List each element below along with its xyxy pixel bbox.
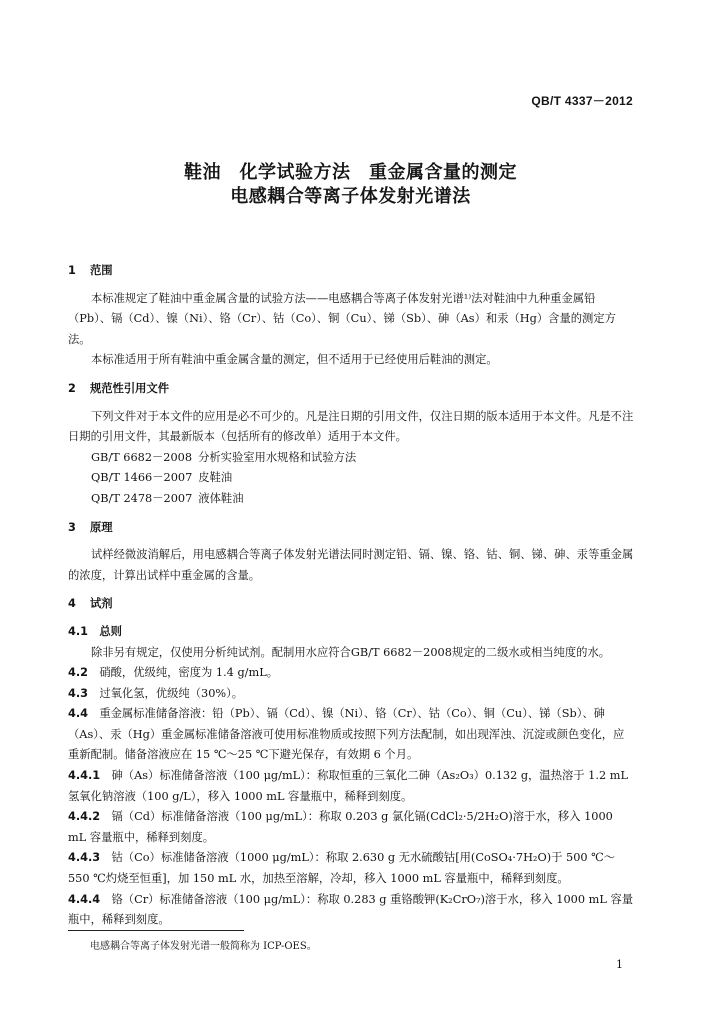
section-number: 4	[68, 597, 76, 611]
paragraph: 下列文件对于本文件的应用是必不可少的。凡是注日期的引用文件，仅注日期的版本适用于本文件。凡是不注日期的引用文件，其最新版本（包括所有的修改单）适用于本文件。	[68, 409, 634, 444]
clause-number: 4.4.3	[68, 851, 101, 865]
document-title-line2: 电感耦合等离子体发射光谱法	[230, 186, 471, 207]
section-title: 原理	[89, 520, 113, 534]
section-title: 试剂	[89, 597, 113, 611]
clause-text: 过氧化氢，优级纯（30%）。	[99, 686, 244, 700]
clause-title: 总则	[99, 624, 122, 638]
clause	[68, 766, 634, 807]
clause-number: 4.3	[68, 686, 89, 700]
section-heading-principle	[68, 518, 634, 539]
clause-heading	[68, 622, 634, 643]
section-heading-scope	[68, 261, 634, 282]
clause	[68, 704, 634, 766]
clause	[68, 663, 634, 684]
reference-code: QB/T 2478－2007	[91, 491, 193, 505]
reference-name: 皮鞋油	[198, 471, 233, 485]
clause-text: 镉（Cd）标准储备溶液（100 μg/mL）：称取 0.203 g 氯化镉(CdCl₂·5/2H₂O)溶于水，移入 1000 mL 容量瓶中，稀释到刻度。	[68, 810, 613, 844]
section-heading-reagents	[68, 594, 634, 615]
reference-name: 液体鞋油	[198, 491, 244, 505]
reference-item	[68, 448, 634, 469]
clause	[68, 807, 634, 848]
paragraph: 试样经微波消解后，用电感耦合等离子体发射光谱法同时测定铅、镉、镍、铬、钴、铜、锑、砷、汞等重金属的浓度，计算出试样中重金属的含量。	[68, 548, 634, 582]
clause-text: 硝酸，优级纯，密度为 1.4 g/mL。	[99, 666, 278, 680]
document-body	[68, 253, 634, 931]
section-title: 规范性引用文件	[89, 381, 170, 395]
paragraph: 本标准适用于所有鞋油中重金属含量的测定，但不适用于已经使用后鞋油的测定。	[91, 353, 498, 367]
clause-number: 4.2	[68, 666, 89, 680]
reference-item	[68, 489, 634, 510]
clause	[68, 684, 634, 705]
footnote: 电感耦合等离子体发射光谱一般简称为 ICP-OES。	[90, 941, 317, 952]
clause-text: 砷（As）标准储备溶液（100 μg/mL）：称取恒重的三氧化二砷（As₂O₃）0.132 g，温热溶于 1.2 mL 氢氧化钠溶液（100 g/L），移入 1000 mL 容量瓶中，稀释到刻度。	[68, 769, 628, 803]
clause-text: 重金属标准储备溶液：铅（Pb）、镉（Cd）、镍（Ni）、铬（Cr）、钴（Co）、铜（Cu）、锑（Sb）、砷（As）、汞（Hg）重金属标准储备溶液可使用标准物质或按照下列方法配制，如出现浑浊、沉淀或颜色变化，应重新配制。储备溶液应在 15 ℃～25 ℃下避光保存，有效期 6 个月。	[68, 707, 625, 762]
page-number: 1	[616, 958, 623, 971]
reference-code: QB/T 1466－2007	[91, 471, 193, 485]
clause-number: 4.4.4	[68, 892, 101, 906]
clause-number: 4.1	[68, 624, 89, 638]
paragraph: 除非另有规定，仅使用分析纯试剂。配制用水应符合GB/T 6682－2008规定的二级水或相当纯度的水。	[91, 645, 611, 659]
clause-text: 钴（Co）标准储备溶液（1000 μg/mL）：称取 2.630 g 无水硫酸钴[用(CoSO₄·7H₂O)于 500 ℃～550 ℃灼烧至恒重]，加 150 mL 水，加热至溶解，冷却，移入 1000 mL 容量瓶中，稀释到刻度。	[68, 851, 616, 886]
paragraph: 本标准规定了鞋油中重金属含量的试验方法——电感耦合等离子体发射光谱¹⁾法对鞋油中九种重金属铅（Pb）、镉（Cd）、镍（Ni）、铬（Cr）、钴（Co）、铜（Cu）、锑（Sb）、砷（As）和汞（Hg）含量的测定方法。	[68, 291, 616, 346]
standard-code: QB/T 4337－2012	[531, 94, 633, 108]
reference-code: GB/T 6682－2008	[91, 450, 193, 464]
clause-text: 铬（Cr）标准储备溶液（100 μg/mL）：称取 0.283 g 重铬酸钾(K₂CrO₇)溶于水，移入 1000 mL 容量瓶中，稀释到刻度。	[68, 892, 634, 927]
document-title-line1: 鞋油 化学试验方法 重金属含量的测定	[184, 162, 517, 183]
clause	[68, 890, 634, 931]
reference-name: 分析实验室用水规格和试验方法	[198, 450, 357, 464]
footnote-divider	[68, 930, 244, 931]
section-title: 范围	[89, 264, 113, 277]
section-number: 1	[68, 264, 76, 277]
clause-number: 4.4	[68, 707, 89, 721]
clause	[68, 848, 634, 889]
section-number: 3	[68, 520, 76, 534]
clause-number: 4.4.1	[68, 769, 101, 783]
section-heading-normative-references	[68, 379, 634, 400]
section-number: 2	[68, 381, 76, 395]
clause-number: 4.4.2	[68, 810, 101, 824]
reference-item	[68, 468, 634, 489]
